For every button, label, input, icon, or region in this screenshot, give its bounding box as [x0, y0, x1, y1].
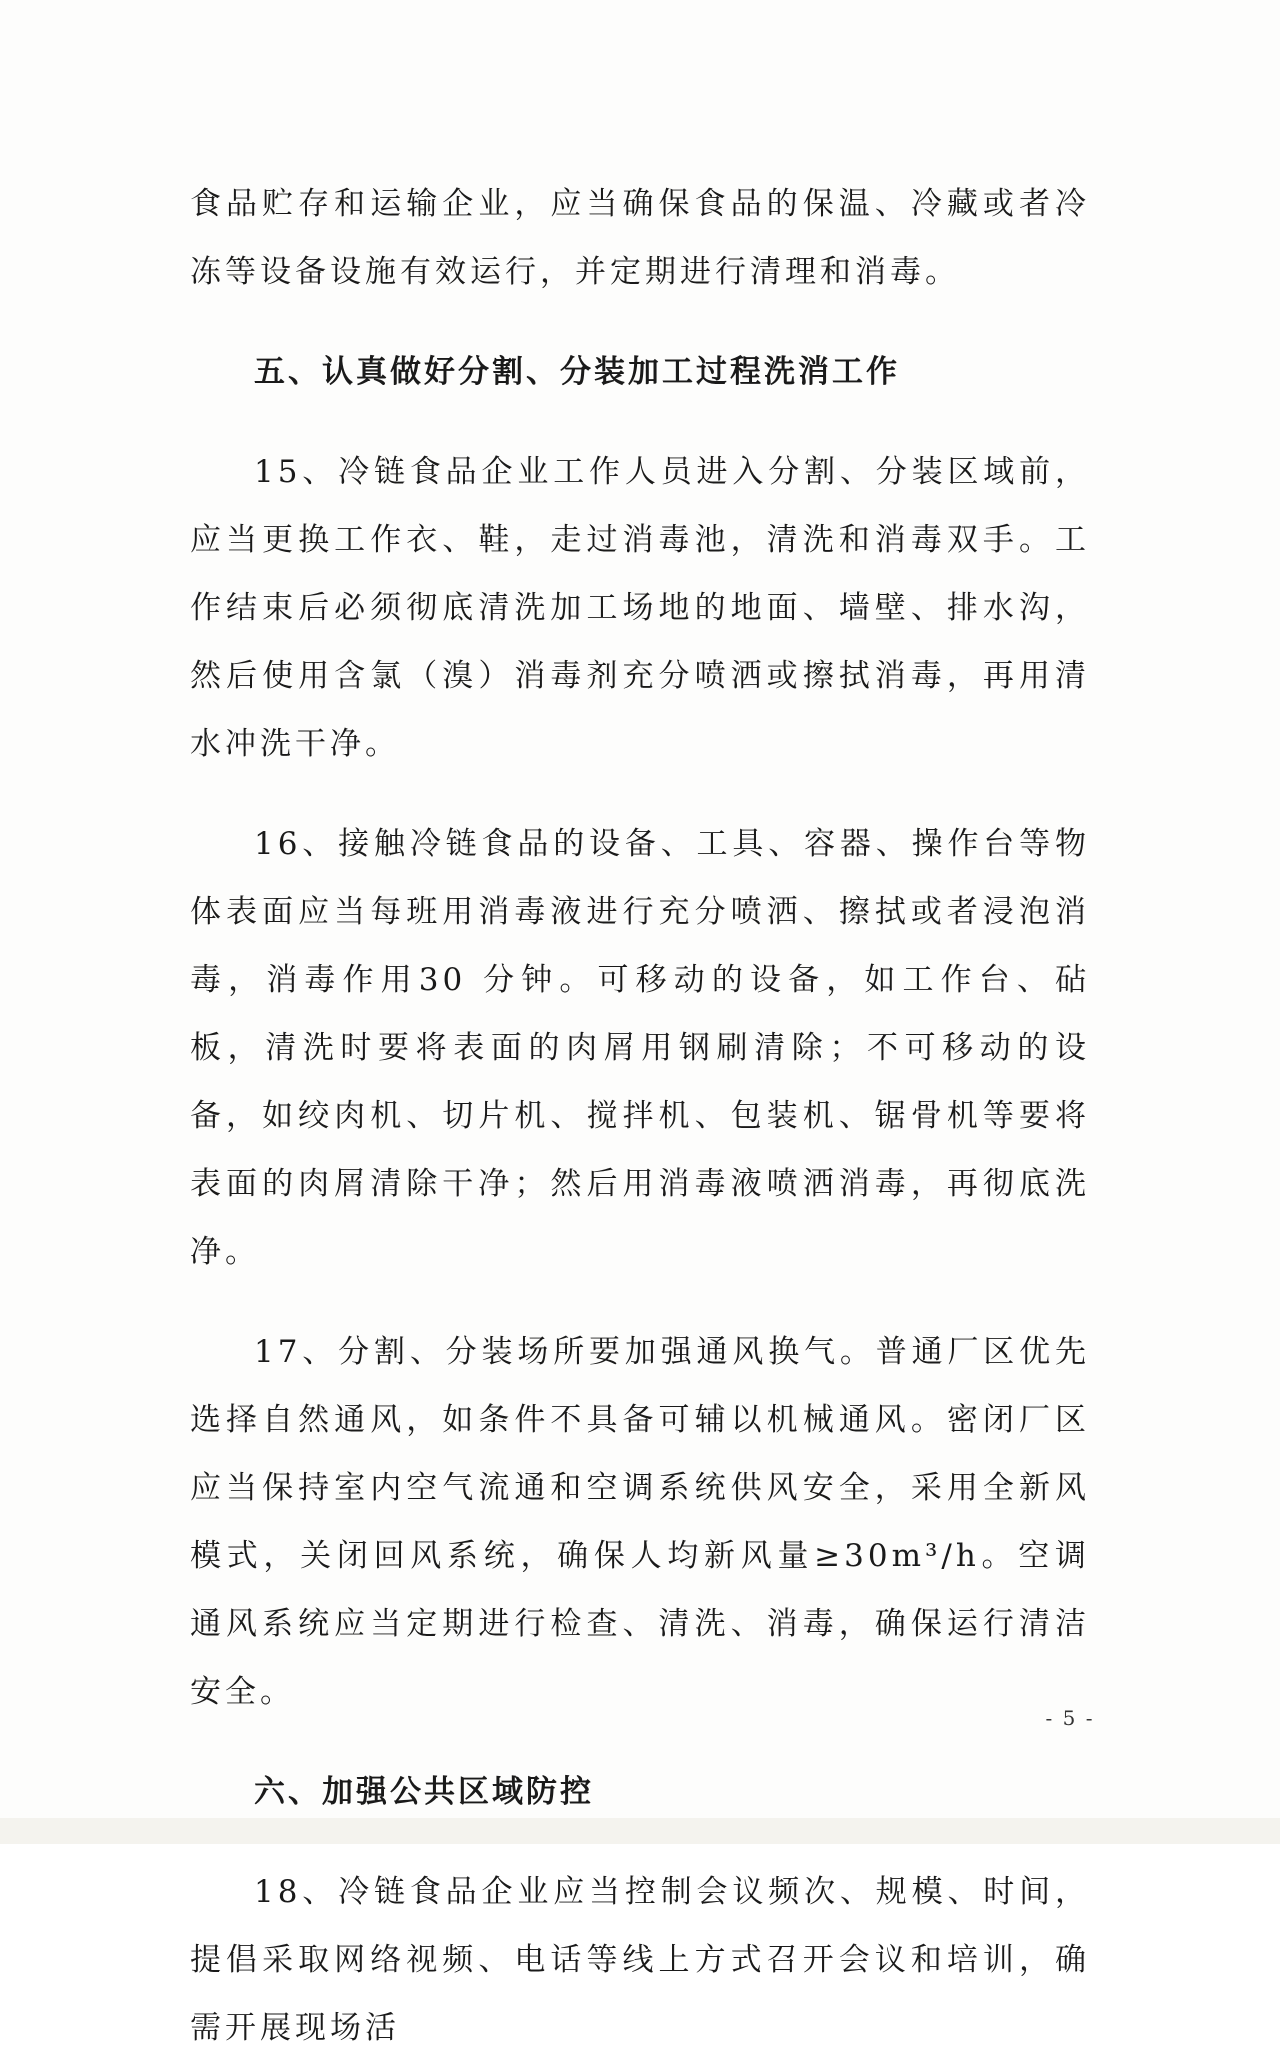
paragraph-item-15: 15、冷链食品企业工作人员进入分割、分装区域前，应当更换工作衣、鞋，走过消毒池，清洗和消毒双手。工作结束后必须彻底清洗加工场地的地面、墙壁、排水沟，然后使用含氯（溴）消毒剂充分喷洒或擦拭消毒，再用清水冲洗干净。	[190, 454, 1090, 762]
paragraph-item-17: 17、分割、分装场所要加强通风换气。普通厂区优先选择自然通风，如条件不具备可辅以机械通风。密闭厂区应当保持室内空气流通和空调系统供风安全，采用全新风模式，关闭回风系统，确保人均新风量≥30m³/h。空调通风系统应当定期进行检查、清洗、消毒，确保运行清洁安全。	[190, 1334, 1090, 1710]
paragraph-item-16: 16、接触冷链食品的设备、工具、容器、操作台等物体表面应当每班用消毒液进行充分喷洒、擦拭或者浸泡消毒，消毒作用30 分钟。可移动的设备，如工作台、砧板，清洗时要将表面的肉屑用钢刷清除；不可移动的设备，如绞肉机、切片机、搅拌机、包装机、锯骨机等要将表面的肉屑清除干净；然后用消毒液喷洒消毒，再彻底洗净。	[190, 826, 1090, 1270]
section-heading-six: 六、加强公共区域防控	[254, 1774, 594, 1810]
document-body	[190, 170, 1090, 2062]
page-number: - 5 -	[1045, 1706, 1095, 1730]
paragraph-continued: 食品贮存和运输企业，应当确保食品的保温、冷藏或者冷冻等设备设施有效运行，并定期进行清理和消毒。	[190, 186, 1090, 290]
section-heading-five: 五、认真做好分割、分装加工过程洗消工作	[254, 354, 900, 390]
paragraph-item-18: 18、冷链食品企业应当控制会议频次、规模、时间，提倡采取网络视频、电话等线上方式召开会议和培训，确需开展现场活	[190, 1874, 1090, 2046]
scan-bottom-edge	[0, 1818, 1280, 1844]
